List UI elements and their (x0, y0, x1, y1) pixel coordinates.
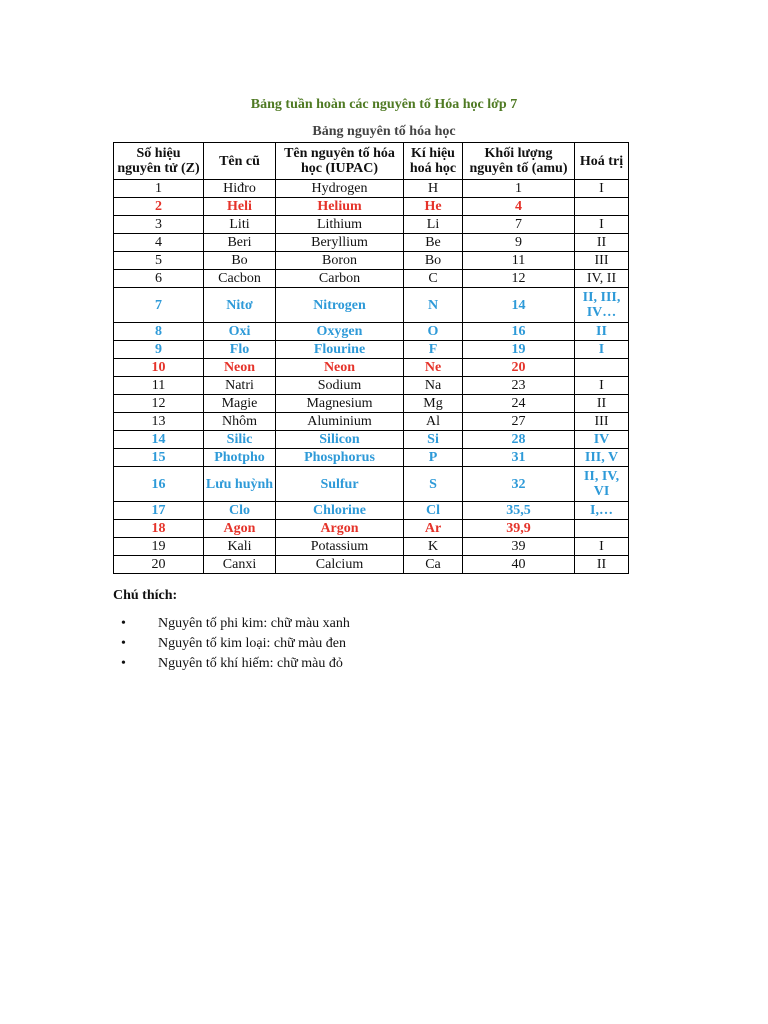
cell-old-name: Photpho (204, 449, 276, 467)
cell-symbol: O (404, 323, 463, 341)
cell-atomic-number: 12 (114, 395, 204, 413)
cell-valence: IV (575, 431, 629, 449)
cell-iupac-name: Argon (276, 520, 404, 538)
cell-atomic-mass: 4 (463, 198, 575, 216)
cell-valence: I (575, 538, 629, 556)
cell-valence: II (575, 323, 629, 341)
cell-atomic-mass: 32 (463, 467, 575, 502)
cell-symbol: Ne (404, 359, 463, 377)
cell-valence (575, 198, 629, 216)
legend-item-label: Nguyên tố khí hiếm: chữ màu đỏ (158, 656, 343, 671)
cell-valence: II (575, 234, 629, 252)
cell-atomic-number: 11 (114, 377, 204, 395)
cell-valence: I (575, 180, 629, 198)
table-row (114, 449, 629, 467)
cell-old-name: Nhôm (204, 413, 276, 431)
cell-iupac-name: Lithium (276, 216, 404, 234)
cell-atomic-mass: 1 (463, 180, 575, 198)
cell-atomic-mass: 16 (463, 323, 575, 341)
cell-iupac-name: Silicon (276, 431, 404, 449)
cell-iupac-name: Calcium (276, 556, 404, 574)
cell-old-name: Canxi (204, 556, 276, 574)
cell-atomic-number: 10 (114, 359, 204, 377)
cell-iupac-name: Sulfur (276, 467, 404, 502)
cell-old-name: Neon (204, 359, 276, 377)
notes-title: Chú thích: (113, 588, 178, 603)
cell-valence (575, 359, 629, 377)
cell-symbol: Al (404, 413, 463, 431)
cell-valence: III (575, 413, 629, 431)
table-caption: Bảng nguyên tố hóa học (312, 124, 456, 139)
cell-atomic-number: 1 (114, 180, 204, 198)
cell-valence: III (575, 252, 629, 270)
cell-atomic-number: 2 (114, 198, 204, 216)
cell-atomic-mass: 28 (463, 431, 575, 449)
cell-iupac-name: Oxygen (276, 323, 404, 341)
cell-symbol: P (404, 449, 463, 467)
cell-valence: IV, II (575, 270, 629, 288)
cell-iupac-name: Carbon (276, 270, 404, 288)
cell-atomic-mass: 20 (463, 359, 575, 377)
cell-symbol: Si (404, 431, 463, 449)
cell-atomic-number: 9 (114, 341, 204, 359)
cell-iupac-name: Helium (276, 198, 404, 216)
cell-old-name: Nitơ (204, 288, 276, 323)
elements-table (113, 142, 629, 574)
bullet-icon: • (121, 636, 126, 651)
legend-list (113, 614, 350, 674)
cell-symbol: F (404, 341, 463, 359)
cell-atomic-number: 7 (114, 288, 204, 323)
table-row (114, 323, 629, 341)
header-atomic-number: Số hiệu nguyên tử (Z) (114, 143, 204, 180)
cell-old-name: Agon (204, 520, 276, 538)
cell-iupac-name: Phosphorus (276, 449, 404, 467)
cell-iupac-name: Potassium (276, 538, 404, 556)
table-row (114, 234, 629, 252)
cell-symbol: Cl (404, 502, 463, 520)
table-row (114, 502, 629, 520)
cell-atomic-mass: 39 (463, 538, 575, 556)
cell-atomic-mass: 39,9 (463, 520, 575, 538)
table-row (114, 270, 629, 288)
table-header-row (114, 143, 629, 180)
header-valence: Hoá trị (575, 143, 629, 180)
cell-valence: III, V (575, 449, 629, 467)
cell-iupac-name: Beryllium (276, 234, 404, 252)
cell-iupac-name: Sodium (276, 377, 404, 395)
cell-old-name: Silic (204, 431, 276, 449)
cell-iupac-name: Aluminium (276, 413, 404, 431)
cell-atomic-mass: 14 (463, 288, 575, 323)
cell-atomic-mass: 35,5 (463, 502, 575, 520)
cell-iupac-name: Magnesium (276, 395, 404, 413)
header-iupac-name: Tên nguyên tố hóa học (IUPAC) (276, 143, 404, 180)
table-row (114, 288, 629, 323)
cell-valence: I (575, 341, 629, 359)
cell-valence: II, IV, VI (575, 467, 629, 502)
legend-item-metal (113, 634, 350, 654)
table-body (114, 180, 629, 574)
cell-old-name: Cacbon (204, 270, 276, 288)
table-row (114, 198, 629, 216)
cell-symbol: N (404, 288, 463, 323)
legend-item-nonmetal (113, 614, 350, 634)
cell-valence: II, III, IV… (575, 288, 629, 323)
cell-symbol: Mg (404, 395, 463, 413)
cell-iupac-name: Nitrogen (276, 288, 404, 323)
cell-valence: II (575, 395, 629, 413)
table-row (114, 180, 629, 198)
cell-old-name: Hiđro (204, 180, 276, 198)
cell-old-name: Beri (204, 234, 276, 252)
cell-symbol: Be (404, 234, 463, 252)
cell-atomic-number: 8 (114, 323, 204, 341)
cell-valence (575, 520, 629, 538)
cell-symbol: S (404, 467, 463, 502)
cell-symbol: Li (404, 216, 463, 234)
cell-atomic-mass: 23 (463, 377, 575, 395)
cell-symbol: Ar (404, 520, 463, 538)
cell-atomic-number: 4 (114, 234, 204, 252)
table-row (114, 431, 629, 449)
table-row (114, 520, 629, 538)
bullet-icon: • (121, 656, 126, 671)
cell-atomic-number: 17 (114, 502, 204, 520)
cell-valence: I (575, 216, 629, 234)
table-row (114, 216, 629, 234)
table-row (114, 395, 629, 413)
page-title: Bảng tuần hoàn các nguyên tố Hóa học lớp 7 (250, 97, 518, 112)
cell-old-name: Heli (204, 198, 276, 216)
cell-atomic-number: 19 (114, 538, 204, 556)
cell-valence: I,… (575, 502, 629, 520)
table-row (114, 359, 629, 377)
cell-iupac-name: Neon (276, 359, 404, 377)
cell-valence: II (575, 556, 629, 574)
cell-symbol: Bo (404, 252, 463, 270)
cell-iupac-name: Boron (276, 252, 404, 270)
cell-symbol: Ca (404, 556, 463, 574)
cell-iupac-name: Chlorine (276, 502, 404, 520)
table-row (114, 377, 629, 395)
cell-atomic-mass: 31 (463, 449, 575, 467)
cell-old-name: Natri (204, 377, 276, 395)
cell-symbol: Na (404, 377, 463, 395)
table-row (114, 538, 629, 556)
cell-valence: I (575, 377, 629, 395)
cell-symbol: C (404, 270, 463, 288)
cell-symbol: H (404, 180, 463, 198)
cell-old-name: Lưu huỳnh (204, 467, 276, 502)
cell-atomic-mass: 40 (463, 556, 575, 574)
cell-atomic-number: 5 (114, 252, 204, 270)
cell-old-name: Liti (204, 216, 276, 234)
header-symbol: Kí hiệu hoá học (404, 143, 463, 180)
cell-old-name: Kali (204, 538, 276, 556)
cell-symbol: K (404, 538, 463, 556)
cell-symbol: He (404, 198, 463, 216)
header-old-name: Tên cũ (204, 143, 276, 180)
cell-atomic-mass: 24 (463, 395, 575, 413)
cell-atomic-number: 15 (114, 449, 204, 467)
cell-atomic-mass: 11 (463, 252, 575, 270)
bullet-icon: • (121, 616, 126, 631)
cell-atomic-mass: 19 (463, 341, 575, 359)
table-row (114, 413, 629, 431)
cell-atomic-number: 20 (114, 556, 204, 574)
cell-atomic-number: 14 (114, 431, 204, 449)
cell-iupac-name: Flourine (276, 341, 404, 359)
cell-atomic-mass: 12 (463, 270, 575, 288)
cell-atomic-number: 13 (114, 413, 204, 431)
table-row (114, 467, 629, 502)
cell-atomic-mass: 9 (463, 234, 575, 252)
cell-atomic-number: 16 (114, 467, 204, 502)
header-atomic-mass: Khối lượng nguyên tố (amu) (463, 143, 575, 180)
cell-atomic-mass: 27 (463, 413, 575, 431)
cell-atomic-mass: 7 (463, 216, 575, 234)
table-row (114, 556, 629, 574)
cell-atomic-number: 6 (114, 270, 204, 288)
table-row (114, 341, 629, 359)
cell-old-name: Oxi (204, 323, 276, 341)
cell-atomic-number: 3 (114, 216, 204, 234)
cell-old-name: Clo (204, 502, 276, 520)
legend-item-label: Nguyên tố kim loại: chữ màu đen (158, 636, 346, 651)
cell-old-name: Magie (204, 395, 276, 413)
table-row (114, 252, 629, 270)
cell-iupac-name: Hydrogen (276, 180, 404, 198)
cell-old-name: Flo (204, 341, 276, 359)
cell-old-name: Bo (204, 252, 276, 270)
legend-item-label: Nguyên tố phi kim: chữ màu xanh (158, 616, 350, 631)
legend-item-noble-gas (113, 654, 350, 674)
cell-atomic-number: 18 (114, 520, 204, 538)
